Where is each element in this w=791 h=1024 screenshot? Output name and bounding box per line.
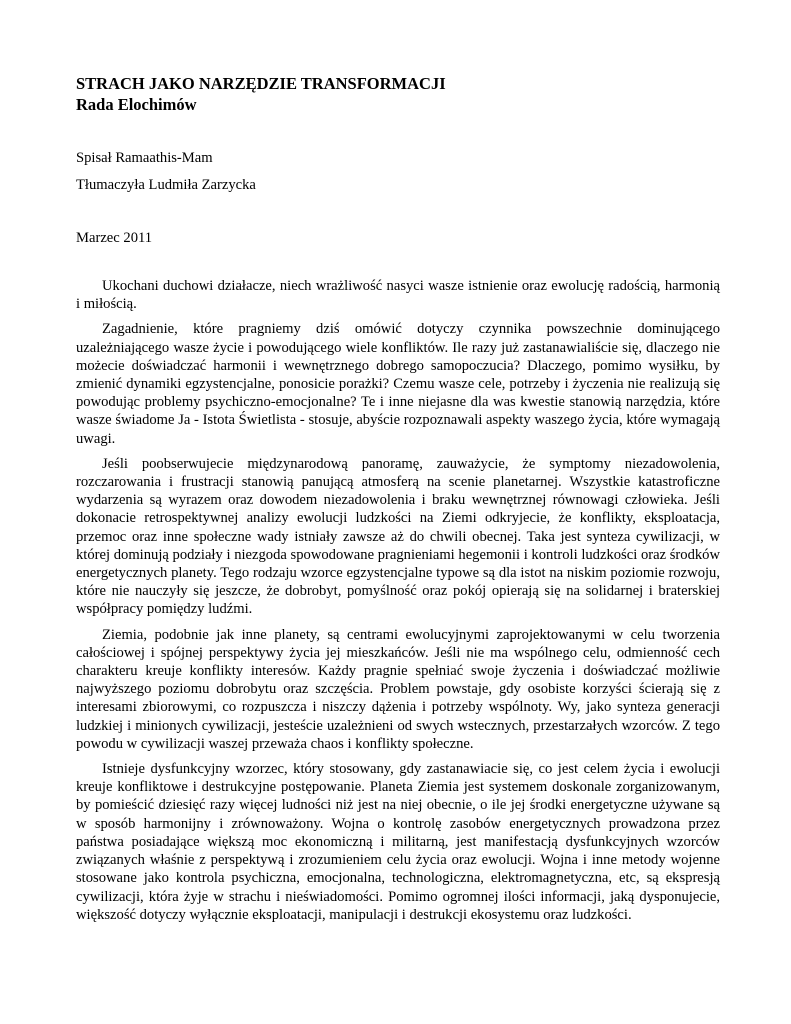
date-line: Marzec 2011 [76, 230, 153, 246]
author-line: Spisał Ramaathis-Mam [76, 150, 213, 166]
translator-line: Tłumaczyła Ludmiła Zarzycka [76, 177, 256, 193]
paragraph: Zagadnienie, które pragniemy dziś omówić dotyczy czynnika powszechnie dominującego uzależniającego wasze życie i powodującego wiele konfliktów. Ile razy już zastanawialiście się, dlaczego nie możecie doświadczać harmonii i wewnętrznego dobrego samopoczucia? Dlaczego, pomimo wysiłku, by zmienić dynamiki egzystencjalne, ponosicie porażki? Czemu wasze cele, potrzeby i życzenia nie realizują się powodując problemy psychiczno-emocjonalne? Te i inne niejasne dla was kwestie stanowią narzędzia, które wasze świadome Ja - Istota Świetlista - stosuje, abyście rozpoznawali aspekty waszego życia, które wymagają uwagi. [76, 321, 720, 447]
title-subtitle: Rada Elochimów [76, 95, 197, 114]
paragraph: Istnieje dysfunkcyjny wzorzec, który stosowany, gdy zastanawiacie się, co jest celem życia i ewolucji kreuje konfliktowe i destrukcyjne postępowanie. Planeta Ziemia jest systemem doskonale zorganizowanym, by pomieścić dziesięć razy więcej ludności niż jest na niej obecnie, o ile jej środki energetyczne używane są w sposób harmonijny i zrównoważony. Wojna o kontrolę zasobów energetycznych prowadzona przez państwa posiadające większą moc ekonomiczną i militarną, jest manifestacją dysfunkcyjnych wzorców związanych właśnie z perspektywą i zrozumieniem celu życia oraz ewolucji. Wojna i inne metody wojenne stosowane jako kontrola psychiczna, emocjonalna, technologiczna, elektromagnetyczna, etc, są ekspresją cywilizacji, która żyje w strachu i nieświadomości. Pomimo ogromnej ilości informacji, jaką dysponujecie, większość dotyczy wyłącznie eksploatacji, manipulacji i destrukcji ekosystemu oraz ludzkości. [76, 761, 720, 923]
article-body [76, 277, 720, 931]
title-main: STRACH JAKO NARZĘDZIE TRANSFORMACJI [76, 74, 446, 93]
document-title [76, 73, 446, 115]
paragraph: Ukochani duchowi działacze, niech wrażliwość nasyci wasze istnienie oraz ewolucję radością, harmonią i miłością. [76, 278, 720, 313]
paragraph: Jeśli poobserwujecie międzynarodową panoramę, zauważycie, że symptomy niezadowolenia, rozczarowania i frustracji stanowią panującą atmosferą na scenie planetarnej. Wszystkie katastroficzne wydarzenia są wyrazem oraz dowodem niezadowolenia i braku wewnętrznej równowagi człowieka. Jeśli dokonacie retrospektywnej analizy ewolucji ludzkości na Ziemi odkryjecie, że konflikty, eksploatacja, przemoc oraz inne społeczne wady istniały zawsze aż do chwili obecnej. Taka jest synteza cywilizacji, w której dominują podziały i niezgoda spowodowane pragnieniami hegemonii i kontroli ludzkości oraz środków energetycznych planety. Tego rodzaju wzorce egzystencjalne typowe są dla istot na niskim poziomie rozwoju, które nie nauczyły się jeszcze, że dobrobyt, pomyślność oraz pokój opierają się na solidarnej i braterskiej współpracy pomiędzy ludźmi. [76, 455, 720, 618]
paragraph: Ziemia, podobnie jak inne planety, są centrami ewolucyjnymi zaprojektowanymi w celu tworzenia całościowej i spójnej perspektywy życia jej mieszkańców. Jeśli nie ma wspólnego celu, odmienność cech charakteru kreuje konflikty interesów. Każdy pragnie spełniać swoje życzenia i doświadczać możliwie najwyższego poziomu dobrobytu oraz szczęścia. Problem powstaje, gdy osobiste korzyści ścierają się z interesami zbiorowymi, co rozpuszcza i niszczy dążenia i potrzeby wspólnoty. Wy, jako synteza generacji ludzkiej i minionych cywilizacji, jesteście uzależnieni od swych wstecznych, przestarzałych wzorców. Z tego powodu w cywilizacji waszej przeważa chaos i konflikty społeczne. [76, 626, 720, 752]
